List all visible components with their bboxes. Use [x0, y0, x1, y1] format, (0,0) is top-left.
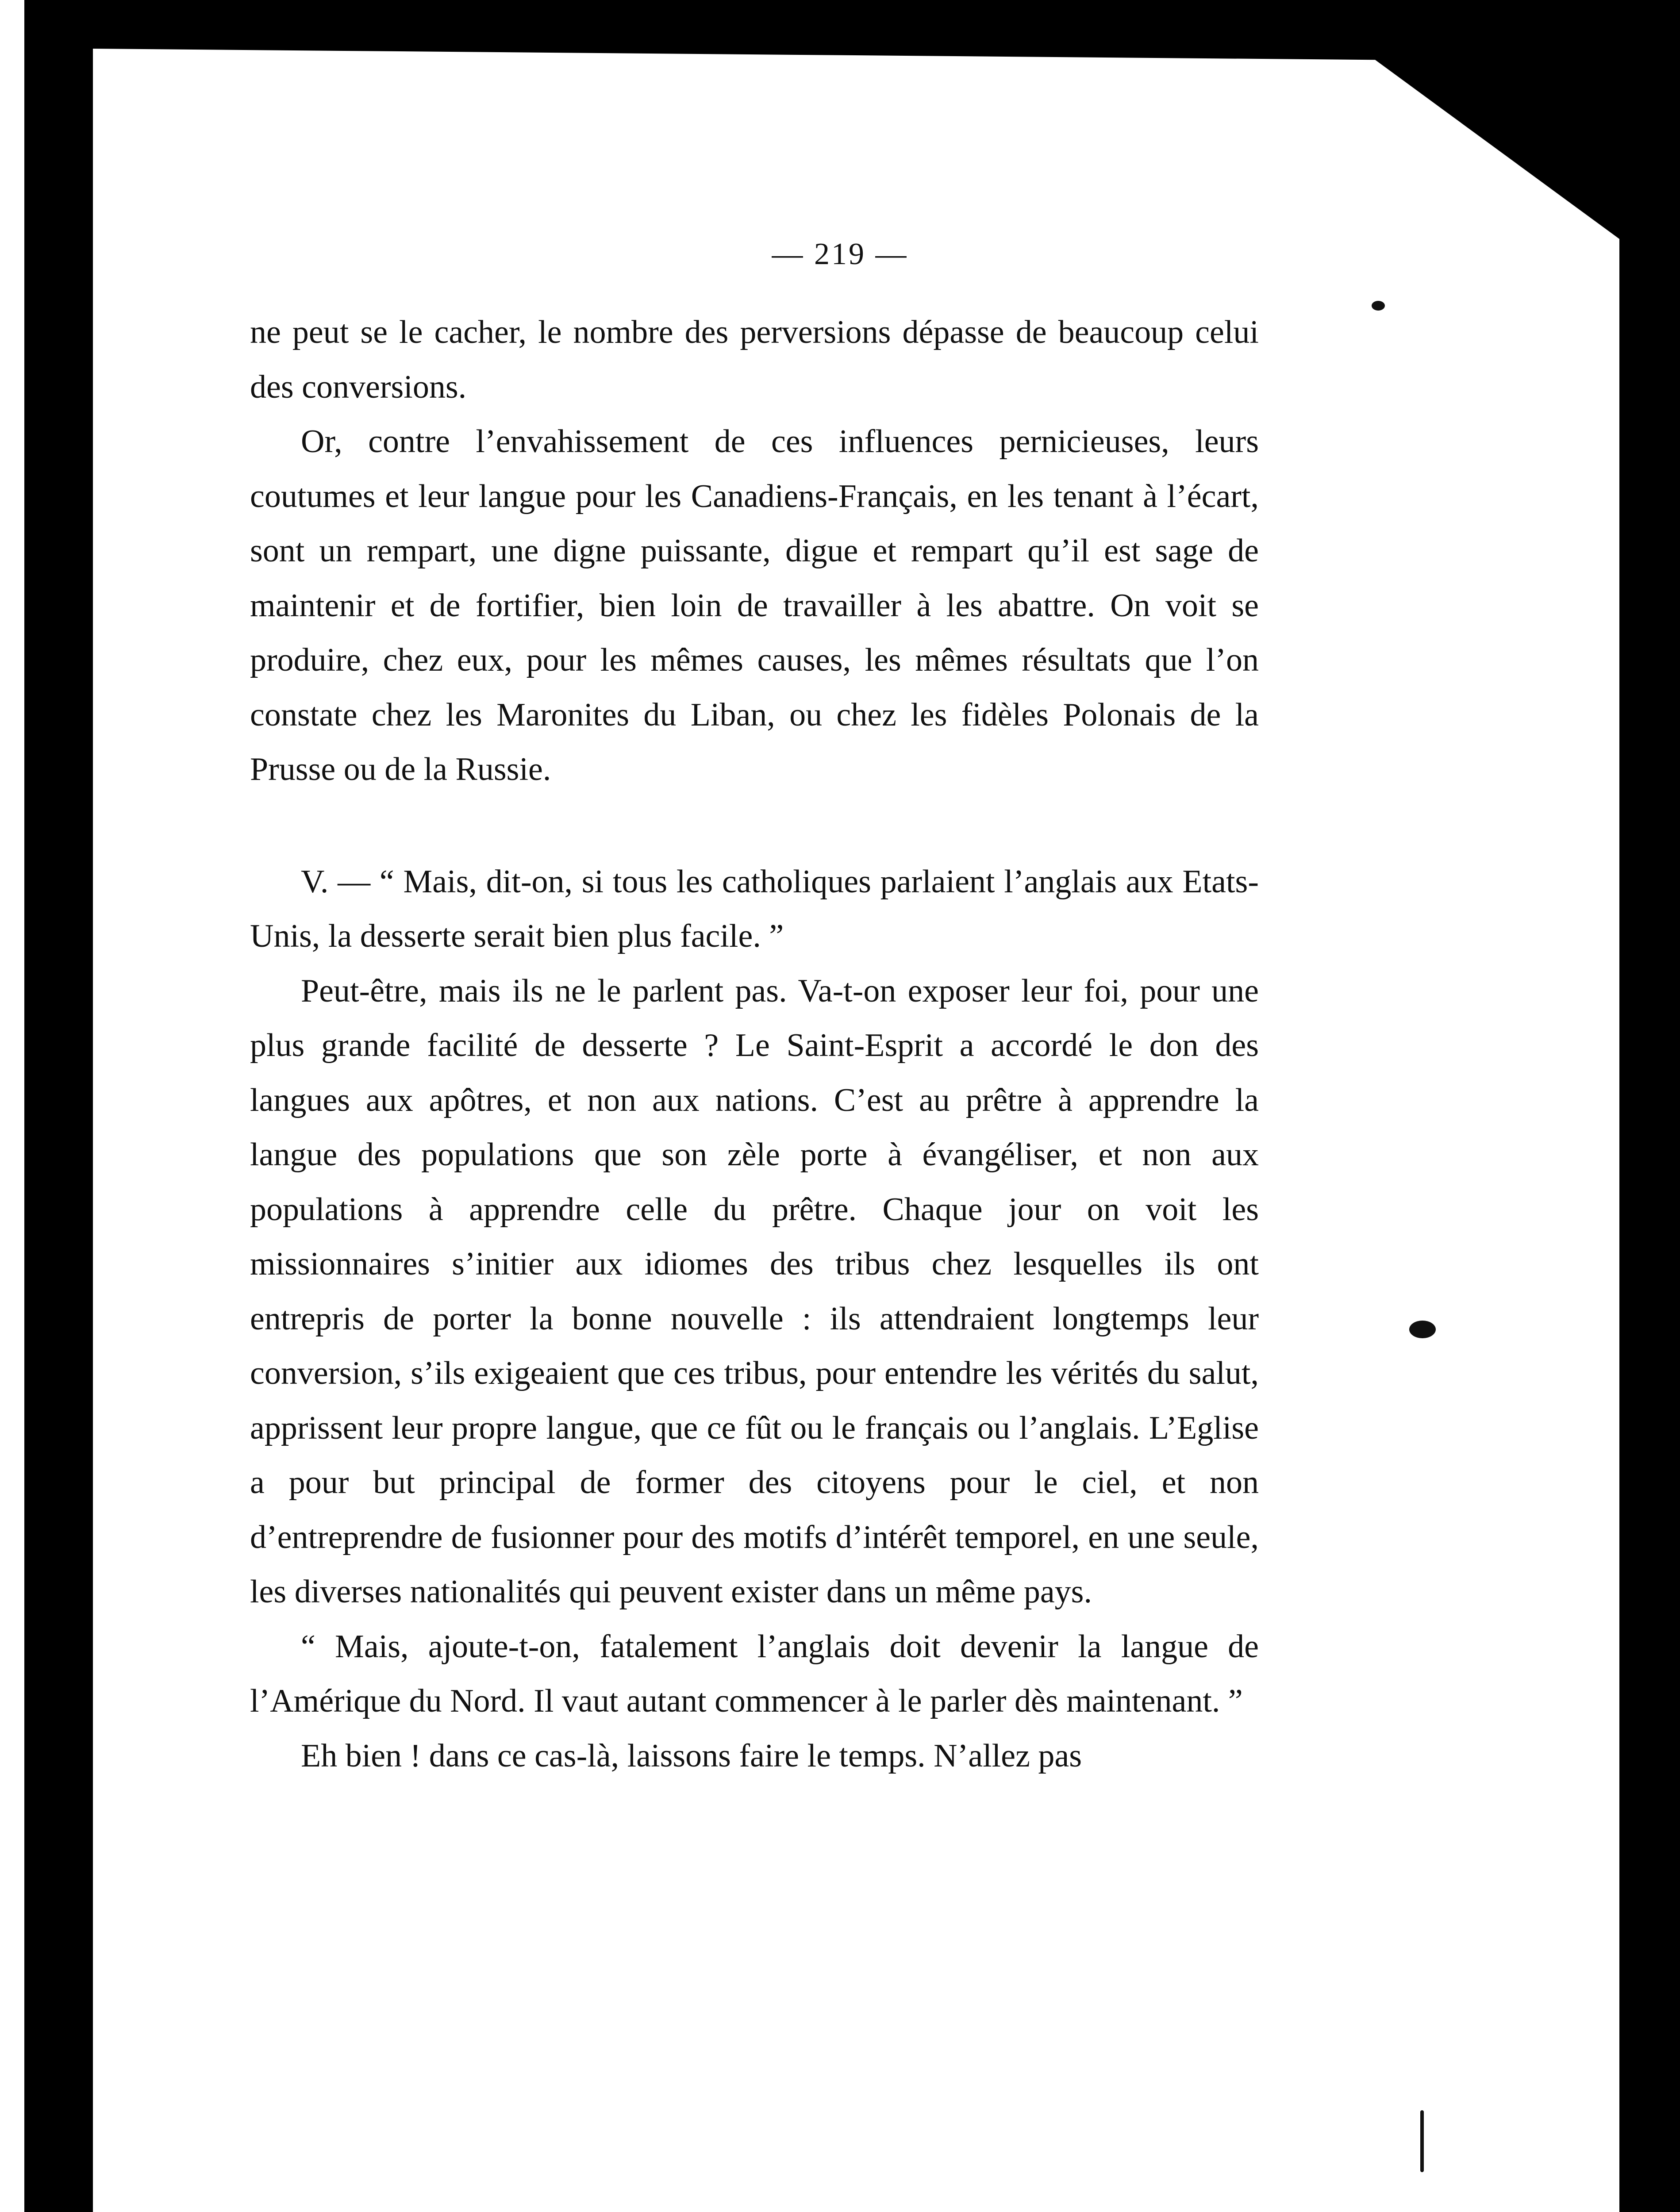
scan-speck: [1409, 1321, 1436, 1338]
paragraph-2: Or, contre l’envahissement de ces influences pernicieuses, leurs coutumes et leur langue pour les Canadiens-Français, en les tenant à l’écart, sont un rempart, une digne puissante, digue et rempart qu’il est sage de maintenir et de fortifier, bien loin de travailler à les abattre. On voit se produire, chez eux, pour les mêmes causes, les mêmes résultats que l’on constate chez les Maronites du Liban, ou chez les fidèles Polonais de la Prusse ou de la Russie.: [250, 423, 1259, 787]
paragraph-section-v: V. — “ Mais, dit-on, si tous les catholiques parlaient l’anglais aux Etats-Unis, la desserte serait bien plus facile. ”: [250, 863, 1259, 954]
paragraph-6: Eh bien ! dans ce cas-là, laissons faire le temps. N’allez pas: [301, 1737, 1082, 1774]
scan-speck: [1372, 301, 1385, 311]
paragraph-4: Peut-être, mais ils ne le parlent pas. Va-t-on exposer leur foi, pour une plus grande facilité de desserte ? Le Saint-Esprit a accordé le don des langues aux apôtres, et non aux nations. C’est au prêtre à apprendre la langue des populations que son zèle porte à évangéliser, et non aux populations à apprendre celle du prêtre. Chaque jour on voit les missionnaires s’initier aux idiomes des tribus chez lesquelles ils ont entrepris de porter la bonne nouvelle : ils attendraient longtemps leur conversion, s’ils exigeaient que ces tribus, pour entendre les vérités du salut, apprissent leur propre langue, que ce fût ou le français ou l’anglais. L’Eglise a pour but principal de former des citoyens pour le ciel, et non d’entreprendre de fusionner pour des motifs d’intérêt temporel, en une seule, les diverses nationalités qui peuvent exister dans un même pays.: [250, 972, 1259, 1610]
page-number: — 219 —: [772, 237, 908, 271]
binding-edge: [0, 0, 24, 2212]
paragraph-5: “ Mais, ajoute-t-on, fatalement l’anglais doit devenir la langue de l’Amérique du Nord. Il vaut autant commencer à le parler dès maintenant. ”: [250, 1628, 1259, 1719]
paragraph-1: ne peut se le cacher, le nombre des perversions dépasse de beaucoup celui des conversions.: [250, 314, 1259, 405]
scan-speck: [1420, 2110, 1424, 2172]
body-text: [250, 305, 1259, 1783]
section-gap: [250, 797, 1259, 855]
